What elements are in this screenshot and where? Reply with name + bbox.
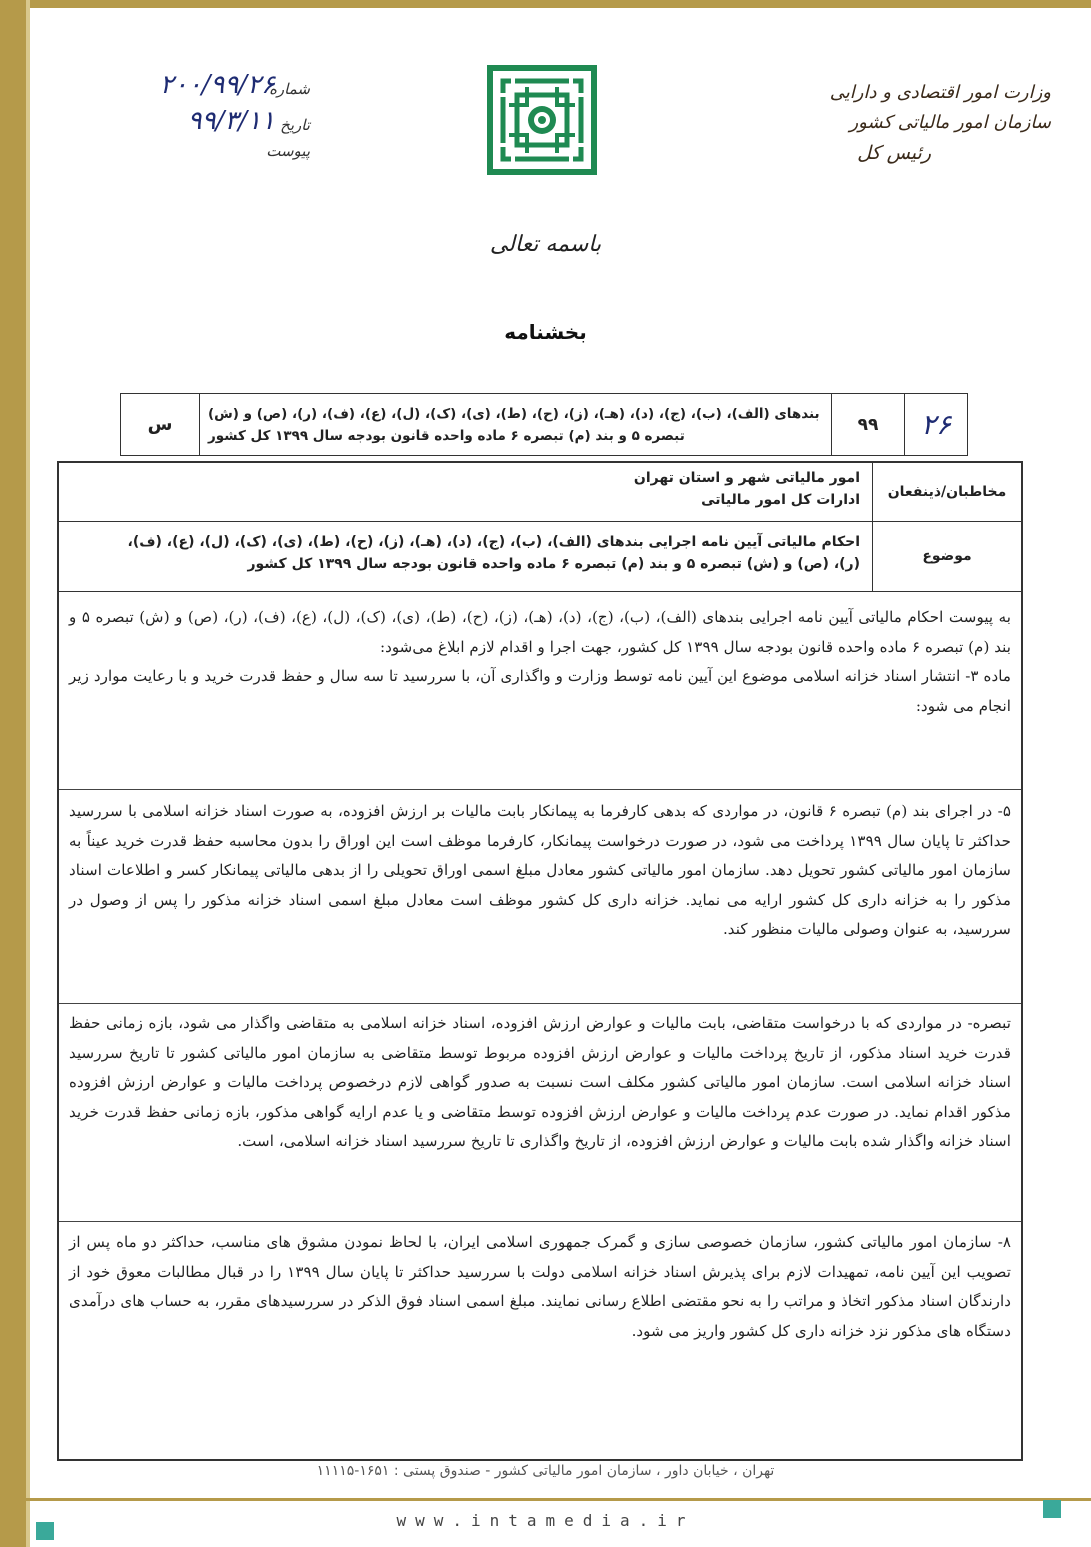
recipients-label: مخاطبان/ذینفعان bbox=[872, 463, 1021, 521]
note-paragraph: تبصره- در مواردی که با درخواست متقاضی، بابت مالیات و عوارض ارزش افزوده، اسناد خزانه اسلامی به متقاضی واگذار می شود، بازه زمانی حفظ قدرت خرید اسناد مذکور، از تاریخ پرداخت مالیات و عوارض ارزش افزوده مربوط توسط متقاضی به سازمان امور مالیاتی کشور تا تاریخ سررسید اسناد خزانه اسلامی است. سازمان امور مالیاتی کشور مکلف است نسبت به صدور گواهی لازم درخصوص پرداخت مالیات و عوارض ارزش افزوده مذکور اقدام نماید. در صورت عدم پرداخت مالیات و عوارض ارزش افزوده توسط متقاضی و یا عدم ارایه گواهی مذکور، بازه زمانی حفظ قدرت خرید اسناد خزانه واگذار شده بابت مالیات و عوارض ارزش افزوده، از تاریخ واگذاری تا تاریخ سررسید اسناد خزانه اسلامی، است. bbox=[69, 1014, 1011, 1150]
reference-table bbox=[120, 393, 968, 456]
recipients-value bbox=[59, 463, 872, 521]
circular-description bbox=[199, 394, 831, 455]
divider bbox=[59, 1003, 1021, 1004]
intro-paragraph: به پیوست احکام مالیاتی آیین نامه اجرایی بندهای (الف)، (ب)، (ج)، (د)، (هـ)، (ز)، (ح)، (ط)، (ی)، (ک)، (ل)، (ع)، (ف)، (ر)، (ص) و (ش) تبصره ۵ و بند (م) تبصره ۶ ماده واحده قانون بودجه سال ۱۳۹۹ کل کشور، جهت اجرا و اقدام لازم ابلاغ می‌شود: bbox=[69, 608, 1011, 656]
subject-label: موضوع bbox=[872, 521, 1021, 591]
organization-name: سازمان امور مالیاتی کشور bbox=[849, 112, 1051, 133]
number-row bbox=[95, 70, 325, 106]
document-title: بخشنامه bbox=[504, 320, 587, 344]
body-section-4 bbox=[69, 1228, 1011, 1346]
footer-website[interactable]: www.intamedia.ir bbox=[396, 1511, 695, 1530]
recipients-line2: ادارات کل امور مالیاتی bbox=[701, 492, 860, 508]
bottom-border bbox=[0, 1498, 1091, 1501]
top-border bbox=[0, 0, 1091, 8]
subject-line2: (ر)، (ص) و (ش) تبصره ۵ و بند (م) تبصره ۶ ماده واحده قانون بودجه سال ۱۳۹۹ کل کشور bbox=[247, 556, 860, 572]
date-label: تاریخ bbox=[280, 116, 310, 134]
attachment-row bbox=[95, 142, 325, 178]
date-value: ۹۹/۳/۱۱ bbox=[187, 106, 275, 136]
main-table bbox=[57, 461, 1023, 1461]
circular-number: ۲۶ bbox=[904, 394, 967, 455]
tax-organization-logo bbox=[487, 65, 597, 175]
article-3-paragraph: ماده ۳- انتشار اسناد خزانه اسلامی موضوع این آیین نامه توسط وزارت و واگذاری آن، با سررسید تا سه سال و حفظ قدرت خرید و با رعایت موارد زیر انجام می شود: bbox=[69, 667, 1011, 715]
divider bbox=[59, 1221, 1021, 1222]
attachment-label: پیوست bbox=[266, 142, 310, 160]
date-row bbox=[95, 106, 325, 142]
body-section-1 bbox=[69, 603, 1011, 721]
body-section-3 bbox=[69, 1009, 1011, 1157]
number-value: ۲۰۰/۹۹/۲۶ bbox=[159, 70, 275, 100]
office-title: رئیس کل bbox=[857, 142, 931, 164]
divider bbox=[59, 789, 1021, 790]
footer-address: تهران ، خیابان داور ، سازمان امور مالیاتی کشور - صندوق پستی : ۱۶۵۱-۱۱۱۱۵ bbox=[316, 1463, 775, 1479]
number-label: شماره bbox=[269, 80, 310, 98]
ministry-name: وزارت امور اقتصادی و دارایی bbox=[829, 82, 1051, 103]
circular-description-line1: بندهای (الف)، (ب)، (ج)، (د)، (هـ)، (ز)، (ح)، (ط)، (ی)، (ک)، (ل)، (ع)، (ف)، (ر)، (ص) و (ش) bbox=[208, 405, 820, 422]
article-5-paragraph: ۵- در اجرای بند (م) تبصره ۶ قانون، در مواردی که بدهی کارفرما به پیمانکار بابت مالیات بر ارزش افزوده، به صورت اسناد خزانه اسلامی با سررسید حداکثر تا پایان سال ۱۳۹۹ پرداخت می شود، در صورت درخواست پیمانکار، کارفرما موظف است این اوراق را بدون محاسبه حفظ قدرت خرید عیناً به سازمان امور مالیاتی کشور تحویل دهد. سازمان امور مالیاتی کشور معادل مبلغ اسمی اوراق تحویلی را از بدهی مالیاتی پیمانکار کسر و اطلاعات اسناد مذکور را به خزانه داری کل کشور ارایه می نماید. خزانه داری کل کشور موظف است معادل مبلغ اسمی اسناد خزانه مذکور را پس از وصول در سررسید، به عنوان وصولی مالیات منظور کند. bbox=[69, 802, 1011, 938]
body-section-2 bbox=[69, 797, 1011, 945]
ministry-heading bbox=[751, 78, 1051, 168]
letter-meta bbox=[95, 70, 325, 178]
article-8-paragraph: ۸- سازمان امور مالیاتی کشور، سازمان خصوصی سازی و گمرک جمهوری اسلامی ایران، با لحاظ نمودن مشوق های مناسب، حداکثر دو ماه پس از تصویب این آیین نامه، تمهیدات لازم برای پذیرش اسناد خزانه اسلامی دولت با سررسید حداکثر تا پایان سال ۱۳۹۹ را در قبال مطالبات معوق خود از دارندگان اسناد مذکور اتخاذ و مراتب را به نحو مقتضی اطلاع رسانی نمایند. مبلغ اسمی اسناد فوق الذکر در سررسیدهای مقرر، به حساب های درآمدی دستگاه های مذکور نزد خزانه داری کل کشور واریز می شود. bbox=[69, 1233, 1011, 1340]
recipients-line1: امور مالیاتی شهر و استان تهران bbox=[633, 470, 860, 486]
basmala: باسمه تعالی bbox=[489, 232, 602, 257]
subject-value bbox=[59, 521, 872, 591]
subject-row bbox=[59, 521, 1021, 592]
circular-description-line2: تبصره ۵ و بند (م) تبصره ۶ ماده واحده قانون بودجه سال ۱۳۹۹ کل کشور bbox=[208, 427, 685, 444]
recipients-row bbox=[59, 463, 1021, 522]
subject-line1: احکام مالیاتی آیین نامه اجرایی بندهای (الف)، (ب)، (ج)، (د)، (هـ)، (ز)، (ح)، (ط)، (ی)، (ک)، (ل)، (ع)، (ف)، bbox=[127, 534, 860, 550]
circular-series: س bbox=[147, 414, 173, 435]
circular-year: ۹۹ bbox=[831, 394, 904, 455]
